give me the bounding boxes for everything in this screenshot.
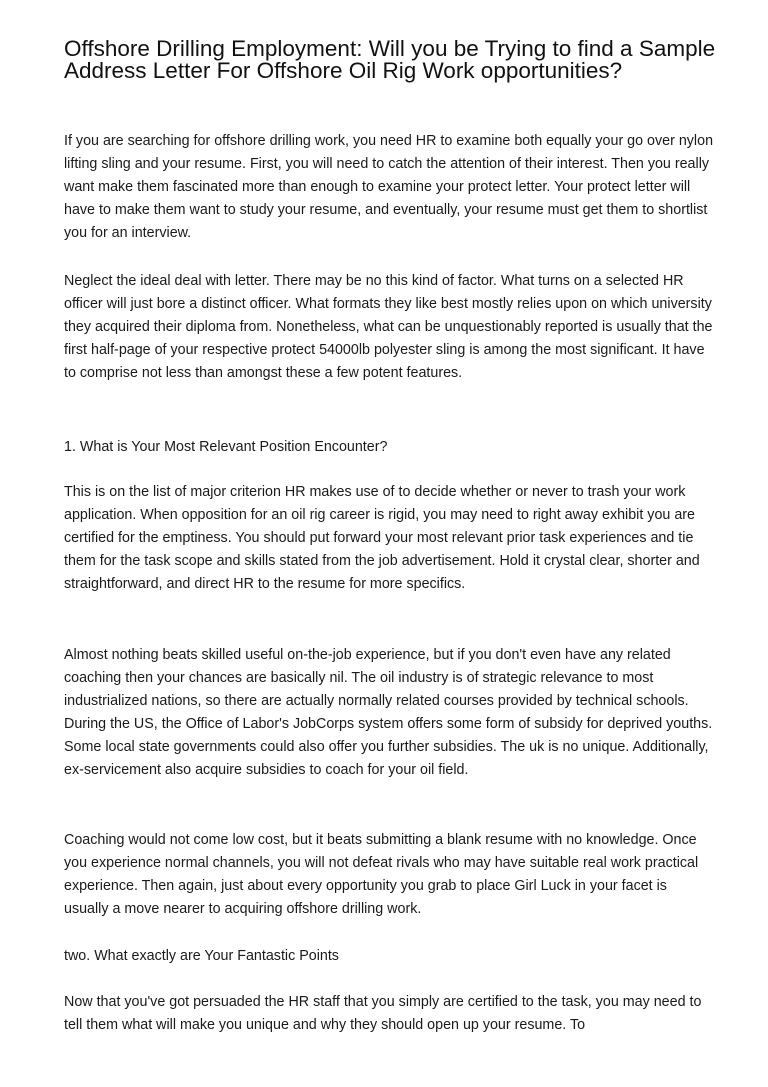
paragraph-experience: This is on the list of major criterion HR makes use of to decide whether or never to trash your work application. When opposition for an oil rig career is rigid, you may need to right away exhibit you are certified for the emptiness. You should put forward your most relevant prior task experiences and tie them for the task scope and skills stated from the job advertisement. Hold it crystal clear, shorter and straightforward, and direct HR to the resume for more specifics. (64, 484, 700, 592)
paragraph-training: Almost nothing beats skilled useful on-the-job experience, but if you don't even have any related coaching then your chances are basically nil. The oil industry is of strategic relevance to most industrialized nations, so there are actually normally related courses provided by technical schools. During the US, the Office of Labor's JobCorps system offers some form of subsidy for deprived youths. Some local state governments could also offer you further subsidies. The uk is no unique. Additionally, ex-servicement also acquire subsidies to coach for your oil field. (64, 647, 713, 778)
document-title: Offshore Drilling Employment: Will you be Trying to find a Sample Address Letter For Offshore Oil Rig Work opportunities? (64, 36, 716, 83)
paragraph-cover-letter: Neglect the ideal deal with letter. There may be no this kind of factor. What turns on a selected HR officer will just bore a distinct officer. What formats they like best mostly relies upon on which university they acquired their diploma from. Nonetheless, what can be unquestionably reported is usually that the first half-page of your respective protect 54000lb polyester sling is among the most significant. It have to comprise not less than amongst these a few potent features. (64, 273, 713, 381)
paragraph-intro: If you are searching for offshore drilling work, you need HR to examine both equally your go over nylon lifting sling and your resume. First, you will need to catch the attention of their interest. Then you really want make them fascinated more than enough to examine your protect letter. Your protect letter will have to make them want to study your resume, and eventually, your resume must get them to shortlist you for an interview. (64, 133, 714, 241)
paragraph-points: Now that you've got persuaded the HR staff that you simply are certified to the task, you may need to tell them what will make you unique and why they should open up your resume. To (64, 994, 702, 1033)
paragraph-coaching: Coaching would not come low cost, but it beats submitting a blank resume with no knowledge. Once you experience normal channels, you will not defeat rivals who may have suitable real work practical experience. Then again, just about every opportunity you grab to place Girl Luck in your facet is usually a move nearer to acquiring offshore drilling work. (64, 832, 699, 917)
section-heading-experience: 1. What is Your Most Relevant Position Encounter? (64, 439, 388, 455)
section-heading-points: two. What exactly are Your Fantastic Points (64, 948, 339, 964)
